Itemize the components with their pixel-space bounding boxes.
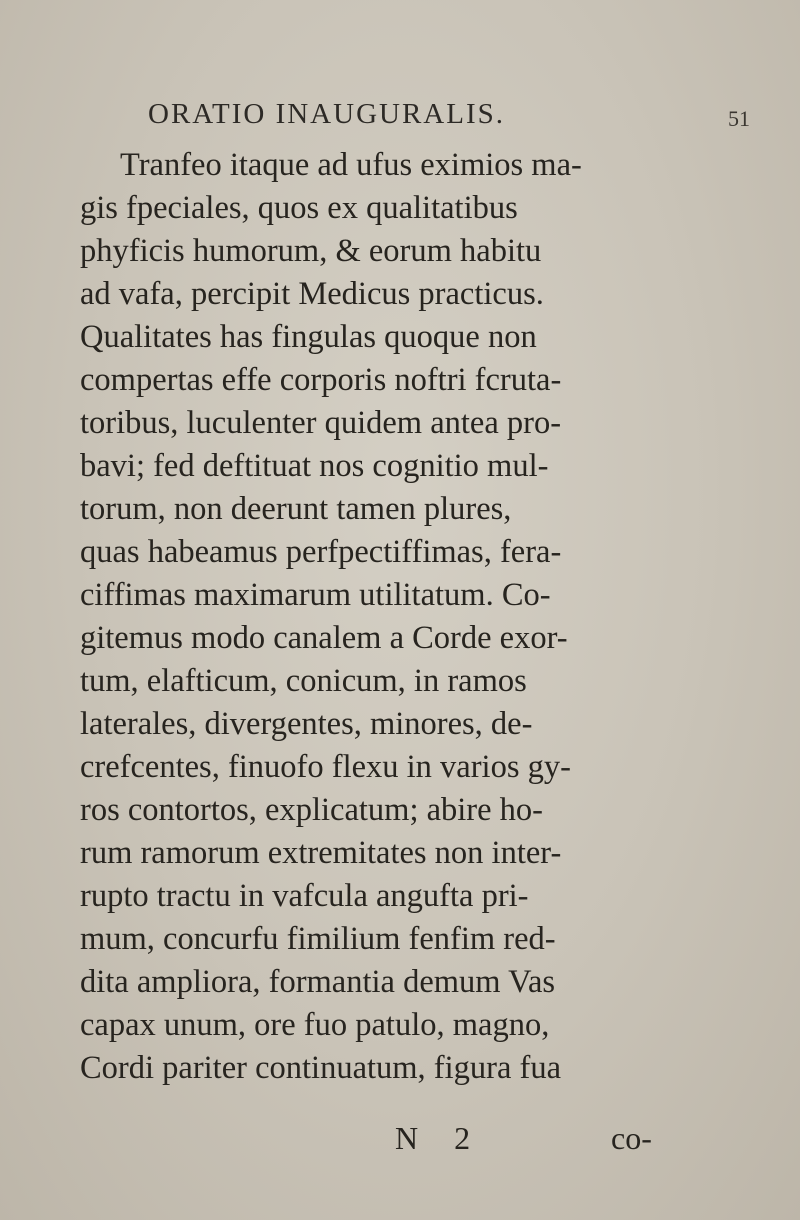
text-line: gis fpeciales, quos ex qualitatibus bbox=[80, 190, 518, 226]
text-line: Cordi pariter continuatum, figura fua bbox=[80, 1050, 562, 1086]
text-line: laterales, divergentes, minores, de- bbox=[80, 706, 533, 742]
text-line: rupto tractu in vafcula angufta pri- bbox=[80, 878, 529, 914]
footer-line bbox=[0, 1120, 800, 1160]
page-number: 51 bbox=[728, 106, 750, 131]
text-line: ad vafa, percipit Medicus practicus. bbox=[80, 276, 544, 312]
text-line: phyficis humorum, & eorum habitu bbox=[80, 233, 542, 269]
text-line: ros contortos, explicatum; abire ho- bbox=[80, 792, 543, 828]
text-line: Tranfeo itaque ad ufus eximios ma- bbox=[120, 147, 582, 183]
text-line: crefcentes, finuofo flexu in varios gy- bbox=[80, 749, 571, 785]
text-line: toribus, luculenter quidem antea pro- bbox=[80, 405, 562, 441]
text-line: bavi; fed deftituat nos cognitio mul- bbox=[80, 448, 549, 484]
signature-mark: N 2 bbox=[395, 1120, 485, 1156]
catchword: co- bbox=[611, 1120, 652, 1156]
text-line: dita ampliora, formantia demum Vas bbox=[80, 964, 556, 1000]
text-line: tum, elafticum, conicum, in ramos bbox=[80, 663, 527, 699]
text-line: rum ramorum extremitates non inter- bbox=[80, 835, 562, 871]
text-line: torum, non deerunt tamen plures, bbox=[80, 491, 512, 527]
text-line: gitemus modo canalem a Corde exor- bbox=[80, 620, 568, 656]
text-line: Qualitates has fingulas quoque non bbox=[80, 319, 537, 355]
text-line: ciffimas maximarum utilitatum. Co- bbox=[80, 577, 551, 613]
text-line: capax unum, ore fuo patulo, magno, bbox=[80, 1007, 550, 1043]
text-line: compertas effe corporis noftri fcruta- bbox=[80, 362, 562, 398]
running-head-title: ORATIO INAUGURALIS. bbox=[148, 98, 505, 130]
text-line: mum, concurfu fimilium fenfim red- bbox=[80, 921, 556, 957]
text-line: quas habeamus perfpectiffimas, fera- bbox=[80, 534, 562, 570]
